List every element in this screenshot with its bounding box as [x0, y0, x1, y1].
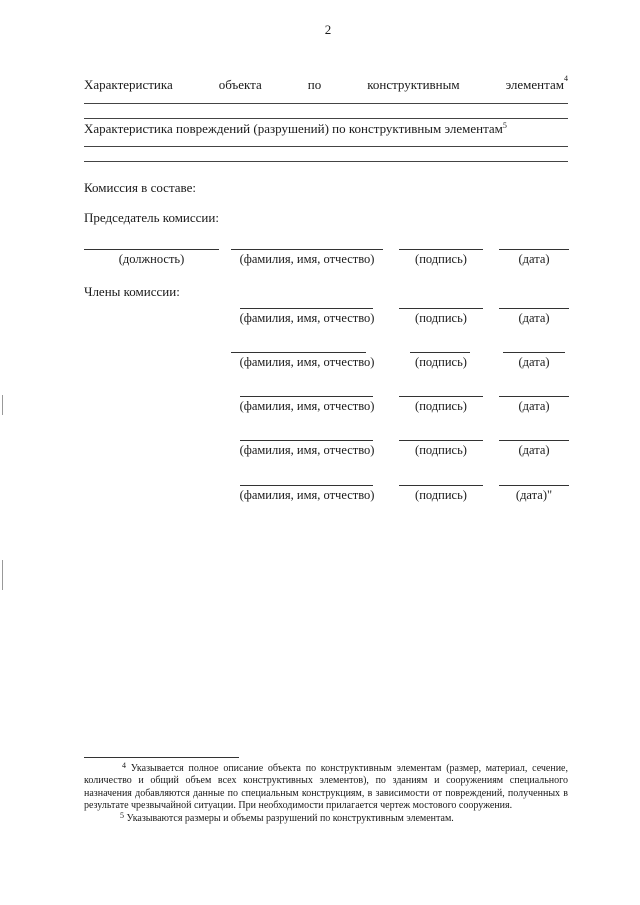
heading-word: элементам — [505, 77, 564, 92]
heading-word: Характеристика — [84, 77, 173, 92]
fill-line — [84, 103, 568, 104]
footnote-4 — [84, 763, 568, 813]
fio-line — [231, 352, 366, 353]
caption-fio: (фамилия, имя, отчество) — [239, 252, 375, 266]
fio-line — [231, 249, 383, 250]
heading-word: по — [307, 77, 322, 92]
caption-signature: (подпись) — [415, 399, 467, 413]
commission-composition-label: Комиссия в составе: — [84, 180, 196, 195]
caption-date-last: (дата)" — [515, 488, 553, 502]
object-characteristics-heading — [84, 74, 568, 93]
footnote-separator — [84, 757, 239, 758]
caption-signature: (подпись) — [415, 443, 467, 457]
fio-line — [240, 396, 373, 397]
fill-line — [84, 161, 568, 162]
caption-date: (дата) — [518, 311, 550, 325]
caption-fio: (фамилия, имя, отчество) — [239, 488, 375, 502]
date-line — [499, 485, 569, 486]
caption-fio: (фамилия, имя, отчество) — [239, 355, 375, 369]
footnote-4-text: Указывается полное описание объекта по конструктивным элементам (размер, материал, сечение, количество и общий объем всех конструктивных элементов), по зданиям и сооружениям специального назначения добавляются данные по специальным конструкциям, в зависимости от повреждений, полученных в результате чрезвычайной ситуации. При необходимости прилагается чертеж мостового сооружения. — [84, 763, 569, 812]
caption-date: (дата) — [518, 355, 550, 369]
heading-word: объекта — [218, 77, 262, 92]
fio-line — [240, 308, 373, 309]
signature-line — [399, 249, 483, 250]
caption-signature: (подпись) — [415, 252, 467, 266]
fill-line — [84, 118, 568, 119]
scan-mark — [2, 560, 3, 590]
damage-characteristics-heading — [84, 121, 507, 136]
caption-signature: (подпись) — [415, 355, 467, 369]
signature-line — [399, 396, 483, 397]
caption-signature: (подпись) — [415, 488, 467, 502]
footnote-5-text: Указываются размеры и объемы разрушений по конструктивным элементам. — [126, 812, 454, 824]
signature-line — [399, 308, 483, 309]
footnote-ref-5: 5 — [502, 121, 507, 130]
date-line — [499, 308, 569, 309]
caption-signature: (подпись) — [415, 311, 467, 325]
page-number: 2 — [324, 22, 332, 37]
fio-line — [240, 440, 373, 441]
fio-line — [240, 485, 373, 486]
signature-line — [399, 485, 483, 486]
signature-line — [399, 440, 483, 441]
date-line — [499, 249, 569, 250]
footnote-ref-4: 4 — [563, 74, 568, 83]
heading-word: конструктивным — [367, 77, 460, 92]
caption-fio: (фамилия, имя, отчество) — [239, 311, 375, 325]
caption-position: (должность) — [118, 252, 185, 266]
caption-date: (дата) — [518, 443, 550, 457]
position-line — [84, 249, 219, 250]
chair-label: Председатель комиссии: — [84, 210, 219, 225]
scan-mark — [2, 395, 3, 415]
members-label: Члены комиссии: — [84, 284, 180, 299]
footnotes — [84, 763, 568, 825]
caption-fio: (фамилия, имя, отчество) — [239, 443, 375, 457]
heading-word-last — [505, 74, 568, 93]
footnote-mark-5: 5 — [120, 810, 124, 820]
fill-line — [84, 146, 568, 147]
footnote-mark-4: 4 — [122, 761, 126, 770]
date-line — [499, 440, 569, 441]
caption-date: (дата) — [518, 399, 550, 413]
damage-heading-text: Характеристика повреждений (разрушений) по конструктивным элементам — [84, 121, 503, 136]
caption-date: (дата) — [518, 252, 550, 266]
date-line — [499, 396, 569, 397]
footnote-5 — [84, 810, 568, 825]
caption-fio: (фамилия, имя, отчество) — [239, 399, 375, 413]
signature-line — [410, 352, 470, 353]
date-line — [503, 352, 565, 353]
